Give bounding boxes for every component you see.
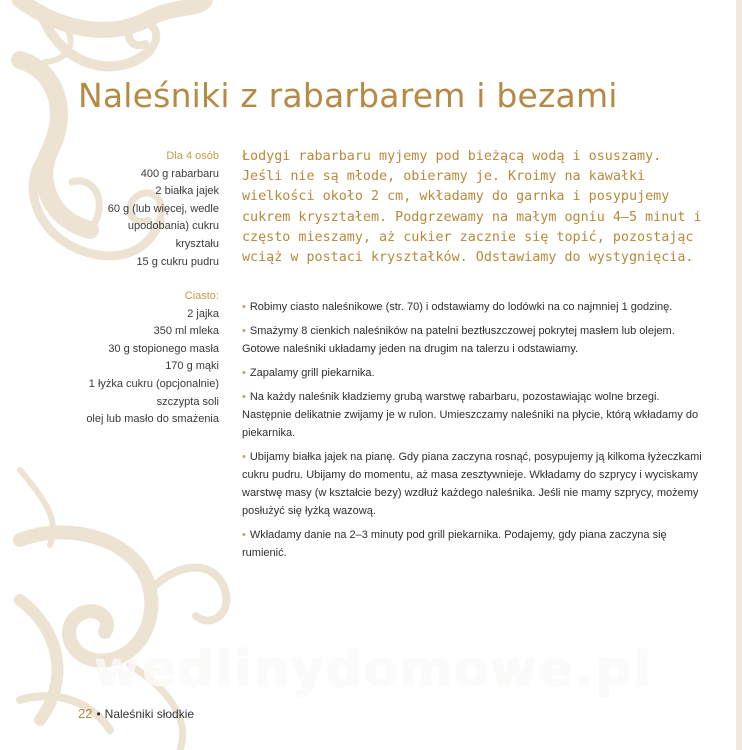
ingredient-item: 2 białka jajek <box>155 185 219 198</box>
ingredient-item: szczypta soli <box>156 395 219 408</box>
page-edge <box>736 0 742 750</box>
recipe-title: Naleśniki z rabarbarem i bezami <box>78 76 618 115</box>
ingredient-item: olej lub masło do smażenia <box>86 413 219 426</box>
site-watermark: wedlinydomowe.pl <box>93 640 653 698</box>
step-item <box>242 448 702 520</box>
ingredient-item: 350 ml mleka <box>153 325 219 338</box>
bullet-icon: • <box>242 367 246 379</box>
ingredient-item: kryształu <box>175 237 219 250</box>
footer-separator: • <box>96 707 101 721</box>
bullet-icon: • <box>242 391 246 403</box>
ingredient-item: 30 g stopionego masła <box>108 342 219 355</box>
batter-header: Ciasto: <box>184 290 219 302</box>
step-item <box>242 322 702 358</box>
step-text: Robimy ciasto naleśnikowe (str. 70) i odstawiamy do lodówki na co najmniej 1 godzinę. <box>249 301 673 313</box>
step-item <box>242 364 702 382</box>
ingredients-batter <box>46 288 219 429</box>
step-text: Smażymy 8 cienkich naleśników na patelni beztłuszczowej pokrytej masłem lub olejem. Gotowe naleśniki układamy jeden na drugim na talerzu i odstawiamy. <box>242 325 675 355</box>
step-text: Ubijamy białka jajek na pianę. Gdy piana zaczyna rosnąć, posypujemy ją kilkoma łyżeczkami cukru pudru. Ubijamy do momentu, aż masa zesztywnieje. Wkładamy do szprycy i wyciskamy warstwę masy (w kształcie bezy) wzdłuż każdego naleśnika. Jeśli nie mamy szprycy, możemy posłużyć się łyżką wazową. <box>242 451 702 517</box>
step-text: Zapalamy grill piekarnika. <box>249 367 375 379</box>
ingredients-main <box>46 148 219 271</box>
ingredient-item: 1 łyżka cukru (opcjonalnie) <box>88 377 219 390</box>
step-text: Na każdy naleśnik kładziemy grubą warstwę rabarbaru, pozostawiając wolne brzegi. Następnie delikatnie zwijamy je w rulon. Umieszczamy naleśniki na płycie, którą wkładamy do piekarnika. <box>242 391 699 439</box>
bullet-icon: • <box>242 301 246 313</box>
ingredient-item: 2 jajka <box>187 307 219 320</box>
ingredient-item: 60 g (lub więcej, wedle <box>107 202 219 215</box>
bullet-icon: • <box>242 451 246 463</box>
recipe-steps <box>242 298 702 568</box>
ingredients-header: Dla 4 osób <box>166 150 219 162</box>
intro-paragraph: Łodygi rabarbaru myjemy pod bieżącą wodą i osuszamy. Jeśli nie są młode, obieramy je. Kroimy na kawałki wielkości około 2 cm, wkładamy do garnka i posypujemy cukrem kryształem. Podgrzewamy na małym ogniu 4–5 minut i często mieszamy, aż cukier zacznie się topić, pozostając wciąż w postaci kryształków. Odstawiamy do wystygnięcia. <box>242 149 702 266</box>
section-name: Naleśniki słodkie <box>104 707 195 721</box>
page-number: 22 <box>78 706 93 721</box>
ingredient-item: 170 g mąki <box>165 360 219 373</box>
page-footer <box>78 706 194 721</box>
step-item <box>242 526 702 562</box>
ingredient-item: upodobania) cukru <box>127 220 219 233</box>
step-item <box>242 298 702 316</box>
step-text: Wkładamy danie na 2–3 minuty pod grill piekarnika. Podajemy, gdy piana zaczyna się rumienić. <box>242 529 667 559</box>
ingredient-item: 400 g rabarbaru <box>140 167 219 180</box>
bullet-icon: • <box>242 325 246 337</box>
step-item <box>242 388 702 442</box>
ingredient-item: 15 g cukru pudru <box>136 255 219 268</box>
bullet-icon: • <box>242 529 246 541</box>
